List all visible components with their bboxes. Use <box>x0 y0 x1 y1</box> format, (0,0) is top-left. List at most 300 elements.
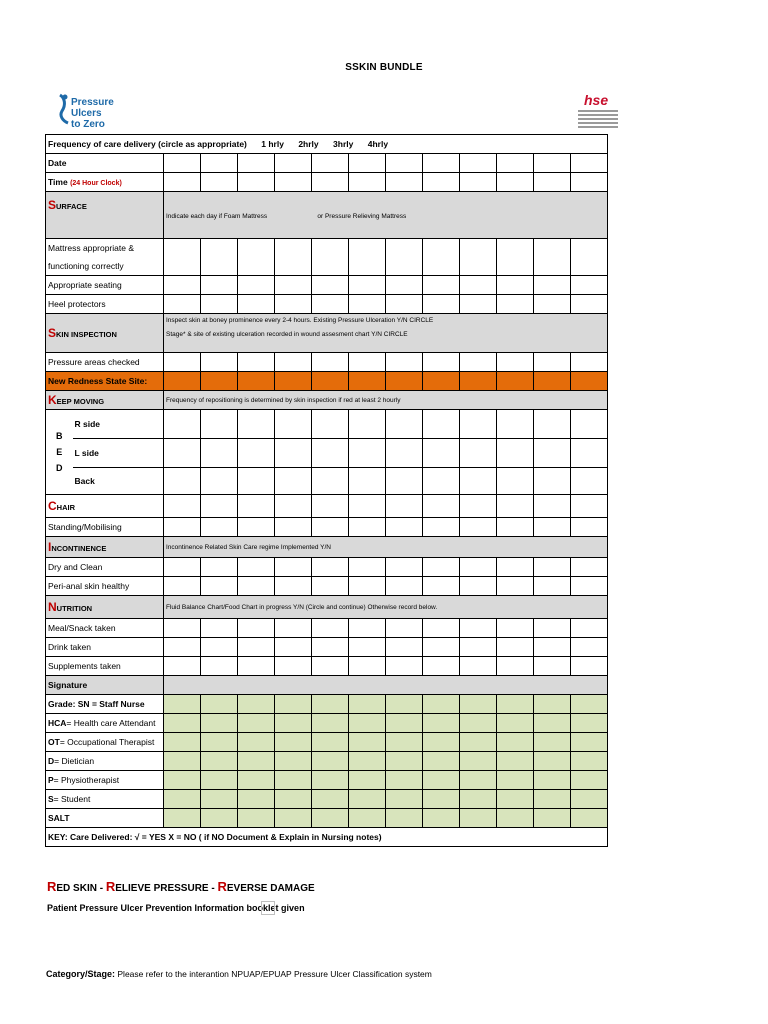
entry-cell[interactable] <box>201 154 238 173</box>
entry-cell[interactable] <box>201 173 238 192</box>
entry-cell[interactable] <box>164 518 201 537</box>
entry-cell[interactable] <box>571 518 608 537</box>
entry-cell[interactable] <box>164 154 201 173</box>
freq-option-1[interactable]: 1 hrly <box>261 139 284 149</box>
entry-cell[interactable] <box>386 154 423 173</box>
entry-cell[interactable] <box>349 295 386 314</box>
entry-cell[interactable] <box>571 558 608 577</box>
entry-cell[interactable] <box>571 733 608 752</box>
entry-cell[interactable] <box>238 619 275 638</box>
entry-cell[interactable] <box>386 733 423 752</box>
entry-cell[interactable] <box>386 714 423 733</box>
entry-cell[interactable] <box>312 295 349 314</box>
entry-cell[interactable] <box>497 372 534 391</box>
entry-cell[interactable] <box>571 638 608 657</box>
entry-cell[interactable] <box>238 657 275 676</box>
entry-cell[interactable] <box>312 154 349 173</box>
entry-cell[interactable] <box>460 558 497 577</box>
entry-cell[interactable] <box>164 577 201 596</box>
entry-cell[interactable] <box>275 619 312 638</box>
entry-cell[interactable] <box>275 295 312 314</box>
entry-cell[interactable] <box>460 752 497 771</box>
entry-cell[interactable] <box>497 809 534 828</box>
entry-cell[interactable] <box>386 638 423 657</box>
entry-cell[interactable] <box>534 771 571 790</box>
entry-cell[interactable] <box>534 518 571 537</box>
entry-cell[interactable] <box>349 154 386 173</box>
entry-cell[interactable] <box>238 809 275 828</box>
entry-cell[interactable] <box>534 439 571 468</box>
entry-cell[interactable] <box>349 771 386 790</box>
entry-cell[interactable] <box>238 714 275 733</box>
entry-cell[interactable] <box>349 239 386 276</box>
entry-cell[interactable] <box>312 353 349 372</box>
entry-cell[interactable] <box>423 733 460 752</box>
entry-cell[interactable] <box>238 239 275 276</box>
entry-cell[interactable] <box>423 809 460 828</box>
freq-option-3[interactable]: 3hrly <box>333 139 354 149</box>
entry-cell[interactable] <box>275 372 312 391</box>
entry-cell[interactable] <box>534 276 571 295</box>
entry-cell[interactable] <box>386 619 423 638</box>
entry-cell[interactable] <box>534 752 571 771</box>
entry-cell[interactable] <box>312 638 349 657</box>
entry-cell[interactable] <box>238 771 275 790</box>
entry-cell[interactable] <box>460 809 497 828</box>
entry-cell[interactable] <box>164 733 201 752</box>
entry-cell[interactable] <box>423 638 460 657</box>
entry-cell[interactable] <box>349 657 386 676</box>
entry-cell[interactable] <box>534 353 571 372</box>
entry-cell[interactable] <box>201 752 238 771</box>
entry-cell[interactable] <box>349 495 386 518</box>
entry-cell[interactable] <box>423 518 460 537</box>
entry-cell[interactable] <box>164 239 201 276</box>
entry-cell[interactable] <box>164 173 201 192</box>
entry-cell[interactable] <box>386 295 423 314</box>
entry-cell[interactable] <box>201 714 238 733</box>
entry-cell[interactable] <box>460 771 497 790</box>
entry-cell[interactable] <box>275 577 312 596</box>
entry-cell[interactable] <box>201 809 238 828</box>
entry-cell[interactable] <box>312 372 349 391</box>
entry-cell[interactable] <box>238 495 275 518</box>
entry-cell[interactable] <box>312 714 349 733</box>
entry-cell[interactable] <box>534 295 571 314</box>
entry-cell[interactable] <box>460 154 497 173</box>
entry-cell[interactable] <box>238 154 275 173</box>
entry-cell[interactable] <box>534 638 571 657</box>
entry-cell[interactable] <box>423 771 460 790</box>
entry-cell[interactable] <box>312 771 349 790</box>
entry-cell[interactable] <box>423 695 460 714</box>
entry-cell[interactable] <box>497 733 534 752</box>
entry-cell[interactable] <box>571 695 608 714</box>
entry-cell[interactable] <box>571 468 608 495</box>
entry-cell[interactable] <box>164 771 201 790</box>
entry-cell[interactable] <box>460 518 497 537</box>
entry-cell[interactable] <box>201 439 238 468</box>
entry-cell[interactable] <box>349 733 386 752</box>
entry-cell[interactable] <box>312 276 349 295</box>
entry-cell[interactable] <box>386 353 423 372</box>
entry-cell[interactable] <box>460 468 497 495</box>
entry-cell[interactable] <box>238 518 275 537</box>
entry-cell[interactable] <box>238 468 275 495</box>
entry-cell[interactable] <box>312 558 349 577</box>
entry-cell[interactable] <box>238 733 275 752</box>
entry-cell[interactable] <box>460 372 497 391</box>
entry-cell[interactable] <box>497 495 534 518</box>
salt-row <box>46 809 608 828</box>
entry-cell[interactable] <box>201 410 238 439</box>
entry-cell[interactable] <box>571 657 608 676</box>
entry-cell[interactable] <box>275 410 312 439</box>
entry-cell[interactable] <box>275 518 312 537</box>
entry-cell[interactable] <box>497 771 534 790</box>
entry-cell[interactable] <box>460 577 497 596</box>
entry-cell[interactable] <box>534 154 571 173</box>
entry-cell[interactable] <box>497 276 534 295</box>
entry-cell[interactable] <box>312 495 349 518</box>
entry-cell[interactable] <box>386 439 423 468</box>
entry-cell[interactable] <box>312 619 349 638</box>
entry-cell[interactable] <box>275 695 312 714</box>
entry-cell[interactable] <box>164 638 201 657</box>
entry-cell[interactable] <box>571 276 608 295</box>
entry-cell[interactable] <box>460 790 497 809</box>
freq-option-4[interactable]: 4hrly <box>367 139 389 149</box>
entry-cell[interactable] <box>460 353 497 372</box>
entry-cell[interactable] <box>349 173 386 192</box>
entry-cell[interactable] <box>423 790 460 809</box>
entry-cell[interactable] <box>423 295 460 314</box>
entry-cell[interactable] <box>386 173 423 192</box>
entry-cell[interactable] <box>571 714 608 733</box>
entry-cell[interactable] <box>201 518 238 537</box>
entry-cell[interactable] <box>164 439 201 468</box>
entry-cell[interactable] <box>497 657 534 676</box>
entry-cell[interactable] <box>423 372 460 391</box>
entry-cell[interactable] <box>164 495 201 518</box>
entry-cell[interactable] <box>275 657 312 676</box>
entry-cell[interactable] <box>275 468 312 495</box>
entry-cell[interactable] <box>238 752 275 771</box>
entry-cell[interactable] <box>423 353 460 372</box>
entry-cell[interactable] <box>164 295 201 314</box>
entry-cell[interactable] <box>497 410 534 439</box>
entry-cell[interactable] <box>497 295 534 314</box>
entry-cell[interactable] <box>460 276 497 295</box>
entry-cell[interactable] <box>349 695 386 714</box>
entry-cell[interactable] <box>571 173 608 192</box>
entry-cell[interactable] <box>201 577 238 596</box>
entry-cell[interactable] <box>497 752 534 771</box>
entry-cell[interactable] <box>312 733 349 752</box>
entry-cell[interactable] <box>312 695 349 714</box>
entry-cell[interactable] <box>460 439 497 468</box>
entry-cell[interactable] <box>164 372 201 391</box>
entry-cell[interactable] <box>534 657 571 676</box>
entry-cell[interactable] <box>386 410 423 439</box>
entry-cell[interactable] <box>497 577 534 596</box>
entry-cell[interactable] <box>534 714 571 733</box>
entry-cell[interactable] <box>534 495 571 518</box>
entry-cell[interactable] <box>497 439 534 468</box>
entry-cell[interactable] <box>275 790 312 809</box>
entry-cell[interactable] <box>349 809 386 828</box>
entry-cell[interactable] <box>349 714 386 733</box>
entry-cell[interactable] <box>460 657 497 676</box>
entry-cell[interactable] <box>571 295 608 314</box>
entry-cell[interactable] <box>571 752 608 771</box>
entry-cell[interactable] <box>571 790 608 809</box>
entry-cell[interactable] <box>386 495 423 518</box>
entry-cell[interactable] <box>201 657 238 676</box>
booklet-checkbox[interactable] <box>261 901 275 915</box>
entry-cell[interactable] <box>275 714 312 733</box>
entry-cell[interactable] <box>201 638 238 657</box>
entry-cell[interactable] <box>386 518 423 537</box>
entry-cell[interactable] <box>164 558 201 577</box>
entry-cell[interactable] <box>238 638 275 657</box>
entry-cell[interactable] <box>275 239 312 276</box>
entry-cell[interactable] <box>423 173 460 192</box>
entry-cell[interactable] <box>460 733 497 752</box>
entry-cell[interactable] <box>275 495 312 518</box>
entry-cell[interactable] <box>164 714 201 733</box>
entry-cell[interactable] <box>497 353 534 372</box>
entry-cell[interactable] <box>534 809 571 828</box>
entry-cell[interactable] <box>386 657 423 676</box>
entry-cell[interactable] <box>164 695 201 714</box>
entry-cell[interactable] <box>238 295 275 314</box>
entry-cell[interactable] <box>201 790 238 809</box>
entry-cell[interactable] <box>534 173 571 192</box>
freq-option-2[interactable]: 2hrly <box>298 139 319 149</box>
entry-cell[interactable] <box>164 790 201 809</box>
entry-cell[interactable] <box>534 619 571 638</box>
entry-cell[interactable] <box>349 353 386 372</box>
entry-cell[interactable] <box>201 353 238 372</box>
entry-cell[interactable] <box>201 733 238 752</box>
pressure-areas-label: Pressure areas checked <box>46 353 164 372</box>
entry-cell[interactable] <box>460 714 497 733</box>
entry-cell[interactable] <box>238 695 275 714</box>
entry-cell[interactable] <box>571 154 608 173</box>
entry-cell[interactable] <box>386 695 423 714</box>
entry-cell[interactable] <box>275 154 312 173</box>
entry-cell[interactable] <box>460 173 497 192</box>
entry-cell[interactable] <box>571 410 608 439</box>
entry-cell[interactable] <box>164 353 201 372</box>
entry-cell[interactable] <box>275 173 312 192</box>
entry-cell[interactable] <box>238 372 275 391</box>
entry-cell[interactable] <box>312 657 349 676</box>
entry-cell[interactable] <box>460 695 497 714</box>
entry-cell[interactable] <box>497 154 534 173</box>
entry-cell[interactable] <box>201 558 238 577</box>
entry-cell[interactable] <box>386 577 423 596</box>
s-text: = Student <box>53 794 91 804</box>
entry-cell[interactable] <box>534 410 571 439</box>
entry-cell[interactable] <box>275 439 312 468</box>
entry-cell[interactable] <box>386 276 423 295</box>
entry-cell[interactable] <box>312 410 349 439</box>
entry-cell[interactable] <box>238 558 275 577</box>
entry-cell[interactable] <box>201 468 238 495</box>
entry-cell[interactable] <box>201 771 238 790</box>
entry-cell[interactable] <box>497 714 534 733</box>
entry-cell[interactable] <box>497 173 534 192</box>
entry-cell[interactable] <box>349 410 386 439</box>
entry-cell[interactable] <box>423 752 460 771</box>
entry-cell[interactable] <box>460 295 497 314</box>
entry-cell[interactable] <box>349 558 386 577</box>
entry-cell[interactable] <box>460 619 497 638</box>
entry-cell[interactable] <box>164 276 201 295</box>
entry-cell[interactable] <box>275 558 312 577</box>
entry-cell[interactable] <box>386 239 423 276</box>
entry-cell[interactable] <box>275 638 312 657</box>
entry-cell[interactable] <box>201 495 238 518</box>
entry-cell[interactable] <box>349 619 386 638</box>
entry-cell[interactable] <box>423 495 460 518</box>
entry-cell[interactable] <box>534 558 571 577</box>
entry-cell[interactable] <box>497 239 534 276</box>
entry-cell[interactable] <box>238 173 275 192</box>
entry-cell[interactable] <box>571 239 608 276</box>
entry-cell[interactable] <box>571 372 608 391</box>
entry-cell[interactable] <box>164 657 201 676</box>
entry-cell[interactable] <box>349 577 386 596</box>
entry-cell[interactable] <box>460 495 497 518</box>
entry-cell[interactable] <box>497 638 534 657</box>
entry-cell[interactable] <box>571 353 608 372</box>
entry-cell[interactable] <box>275 809 312 828</box>
entry-cell[interactable] <box>386 372 423 391</box>
entry-cell[interactable] <box>423 657 460 676</box>
hca-text: = Health care Attendant <box>66 718 156 728</box>
entry-cell[interactable] <box>349 518 386 537</box>
entry-cell[interactable] <box>238 439 275 468</box>
entry-cell[interactable] <box>201 372 238 391</box>
entry-cell[interactable] <box>312 173 349 192</box>
entry-cell[interactable] <box>497 468 534 495</box>
entry-cell[interactable] <box>571 619 608 638</box>
entry-cell[interactable] <box>460 410 497 439</box>
entry-cell[interactable] <box>349 468 386 495</box>
entry-cell[interactable] <box>275 752 312 771</box>
entry-cell[interactable] <box>497 619 534 638</box>
entry-cell[interactable] <box>423 619 460 638</box>
entry-cell[interactable] <box>534 372 571 391</box>
entry-cell[interactable] <box>423 558 460 577</box>
entry-cell[interactable] <box>238 790 275 809</box>
entry-cell[interactable] <box>349 276 386 295</box>
entry-cell[interactable] <box>534 790 571 809</box>
entry-cell[interactable] <box>386 771 423 790</box>
entry-cell[interactable] <box>423 154 460 173</box>
entry-cell[interactable] <box>386 752 423 771</box>
skin-note-2: Stage* & site of existing ulceration recorded in wound assesment chart Y/N CIRCLE <box>166 331 408 338</box>
entry-cell[interactable] <box>275 353 312 372</box>
entry-cell[interactable] <box>571 439 608 468</box>
entry-cell[interactable] <box>460 239 497 276</box>
entry-cell[interactable] <box>275 771 312 790</box>
entry-cell[interactable] <box>423 276 460 295</box>
entry-cell[interactable] <box>238 276 275 295</box>
entry-cell[interactable] <box>312 809 349 828</box>
entry-cell[interactable] <box>238 577 275 596</box>
entry-cell[interactable] <box>423 577 460 596</box>
entry-cell[interactable] <box>275 733 312 752</box>
entry-cell[interactable] <box>497 695 534 714</box>
entry-cell[interactable] <box>201 619 238 638</box>
entry-cell[interactable] <box>534 468 571 495</box>
entry-cell[interactable] <box>571 577 608 596</box>
entry-cell[interactable] <box>312 518 349 537</box>
entry-cell[interactable] <box>164 410 201 439</box>
entry-cell[interactable] <box>238 353 275 372</box>
entry-cell[interactable] <box>386 468 423 495</box>
entry-cell[interactable] <box>312 577 349 596</box>
entry-cell[interactable] <box>534 577 571 596</box>
entry-cell[interactable] <box>201 276 238 295</box>
entry-cell[interactable] <box>164 809 201 828</box>
entry-cell[interactable] <box>423 410 460 439</box>
entry-cell[interactable] <box>349 790 386 809</box>
entry-cell[interactable] <box>312 752 349 771</box>
entry-cell[interactable] <box>571 809 608 828</box>
entry-cell[interactable] <box>349 752 386 771</box>
entry-cell[interactable] <box>312 468 349 495</box>
entry-cell[interactable] <box>349 439 386 468</box>
entry-cell[interactable] <box>423 714 460 733</box>
entry-cell[interactable] <box>571 771 608 790</box>
entry-cell[interactable] <box>164 468 201 495</box>
entry-cell[interactable] <box>201 695 238 714</box>
entry-cell[interactable] <box>349 638 386 657</box>
entry-cell[interactable] <box>534 239 571 276</box>
entry-cell[interactable] <box>460 638 497 657</box>
mattress-label-1: Mattress appropriate & <box>48 243 134 253</box>
entry-cell[interactable] <box>275 276 312 295</box>
entry-cell[interactable] <box>164 619 201 638</box>
entry-cell[interactable] <box>312 439 349 468</box>
entry-cell[interactable] <box>312 239 349 276</box>
entry-cell[interactable] <box>534 733 571 752</box>
entry-cell[interactable] <box>386 809 423 828</box>
entry-cell[interactable] <box>238 410 275 439</box>
entry-cell[interactable] <box>201 239 238 276</box>
entry-cell[interactable] <box>164 752 201 771</box>
entry-cell[interactable] <box>349 372 386 391</box>
entry-cell[interactable] <box>497 790 534 809</box>
entry-cell[interactable] <box>497 558 534 577</box>
entry-cell[interactable] <box>423 239 460 276</box>
entry-cell[interactable] <box>534 695 571 714</box>
entry-cell[interactable] <box>312 790 349 809</box>
entry-cell[interactable] <box>201 295 238 314</box>
entry-cell[interactable] <box>497 518 534 537</box>
booklet-label: Patient Pressure Ulcer Prevention Information booklet given <box>47 903 305 913</box>
entry-cell[interactable] <box>571 495 608 518</box>
entry-cell[interactable] <box>386 558 423 577</box>
entry-cell[interactable] <box>386 790 423 809</box>
entry-cell[interactable] <box>423 468 460 495</box>
entry-cell[interactable] <box>423 439 460 468</box>
